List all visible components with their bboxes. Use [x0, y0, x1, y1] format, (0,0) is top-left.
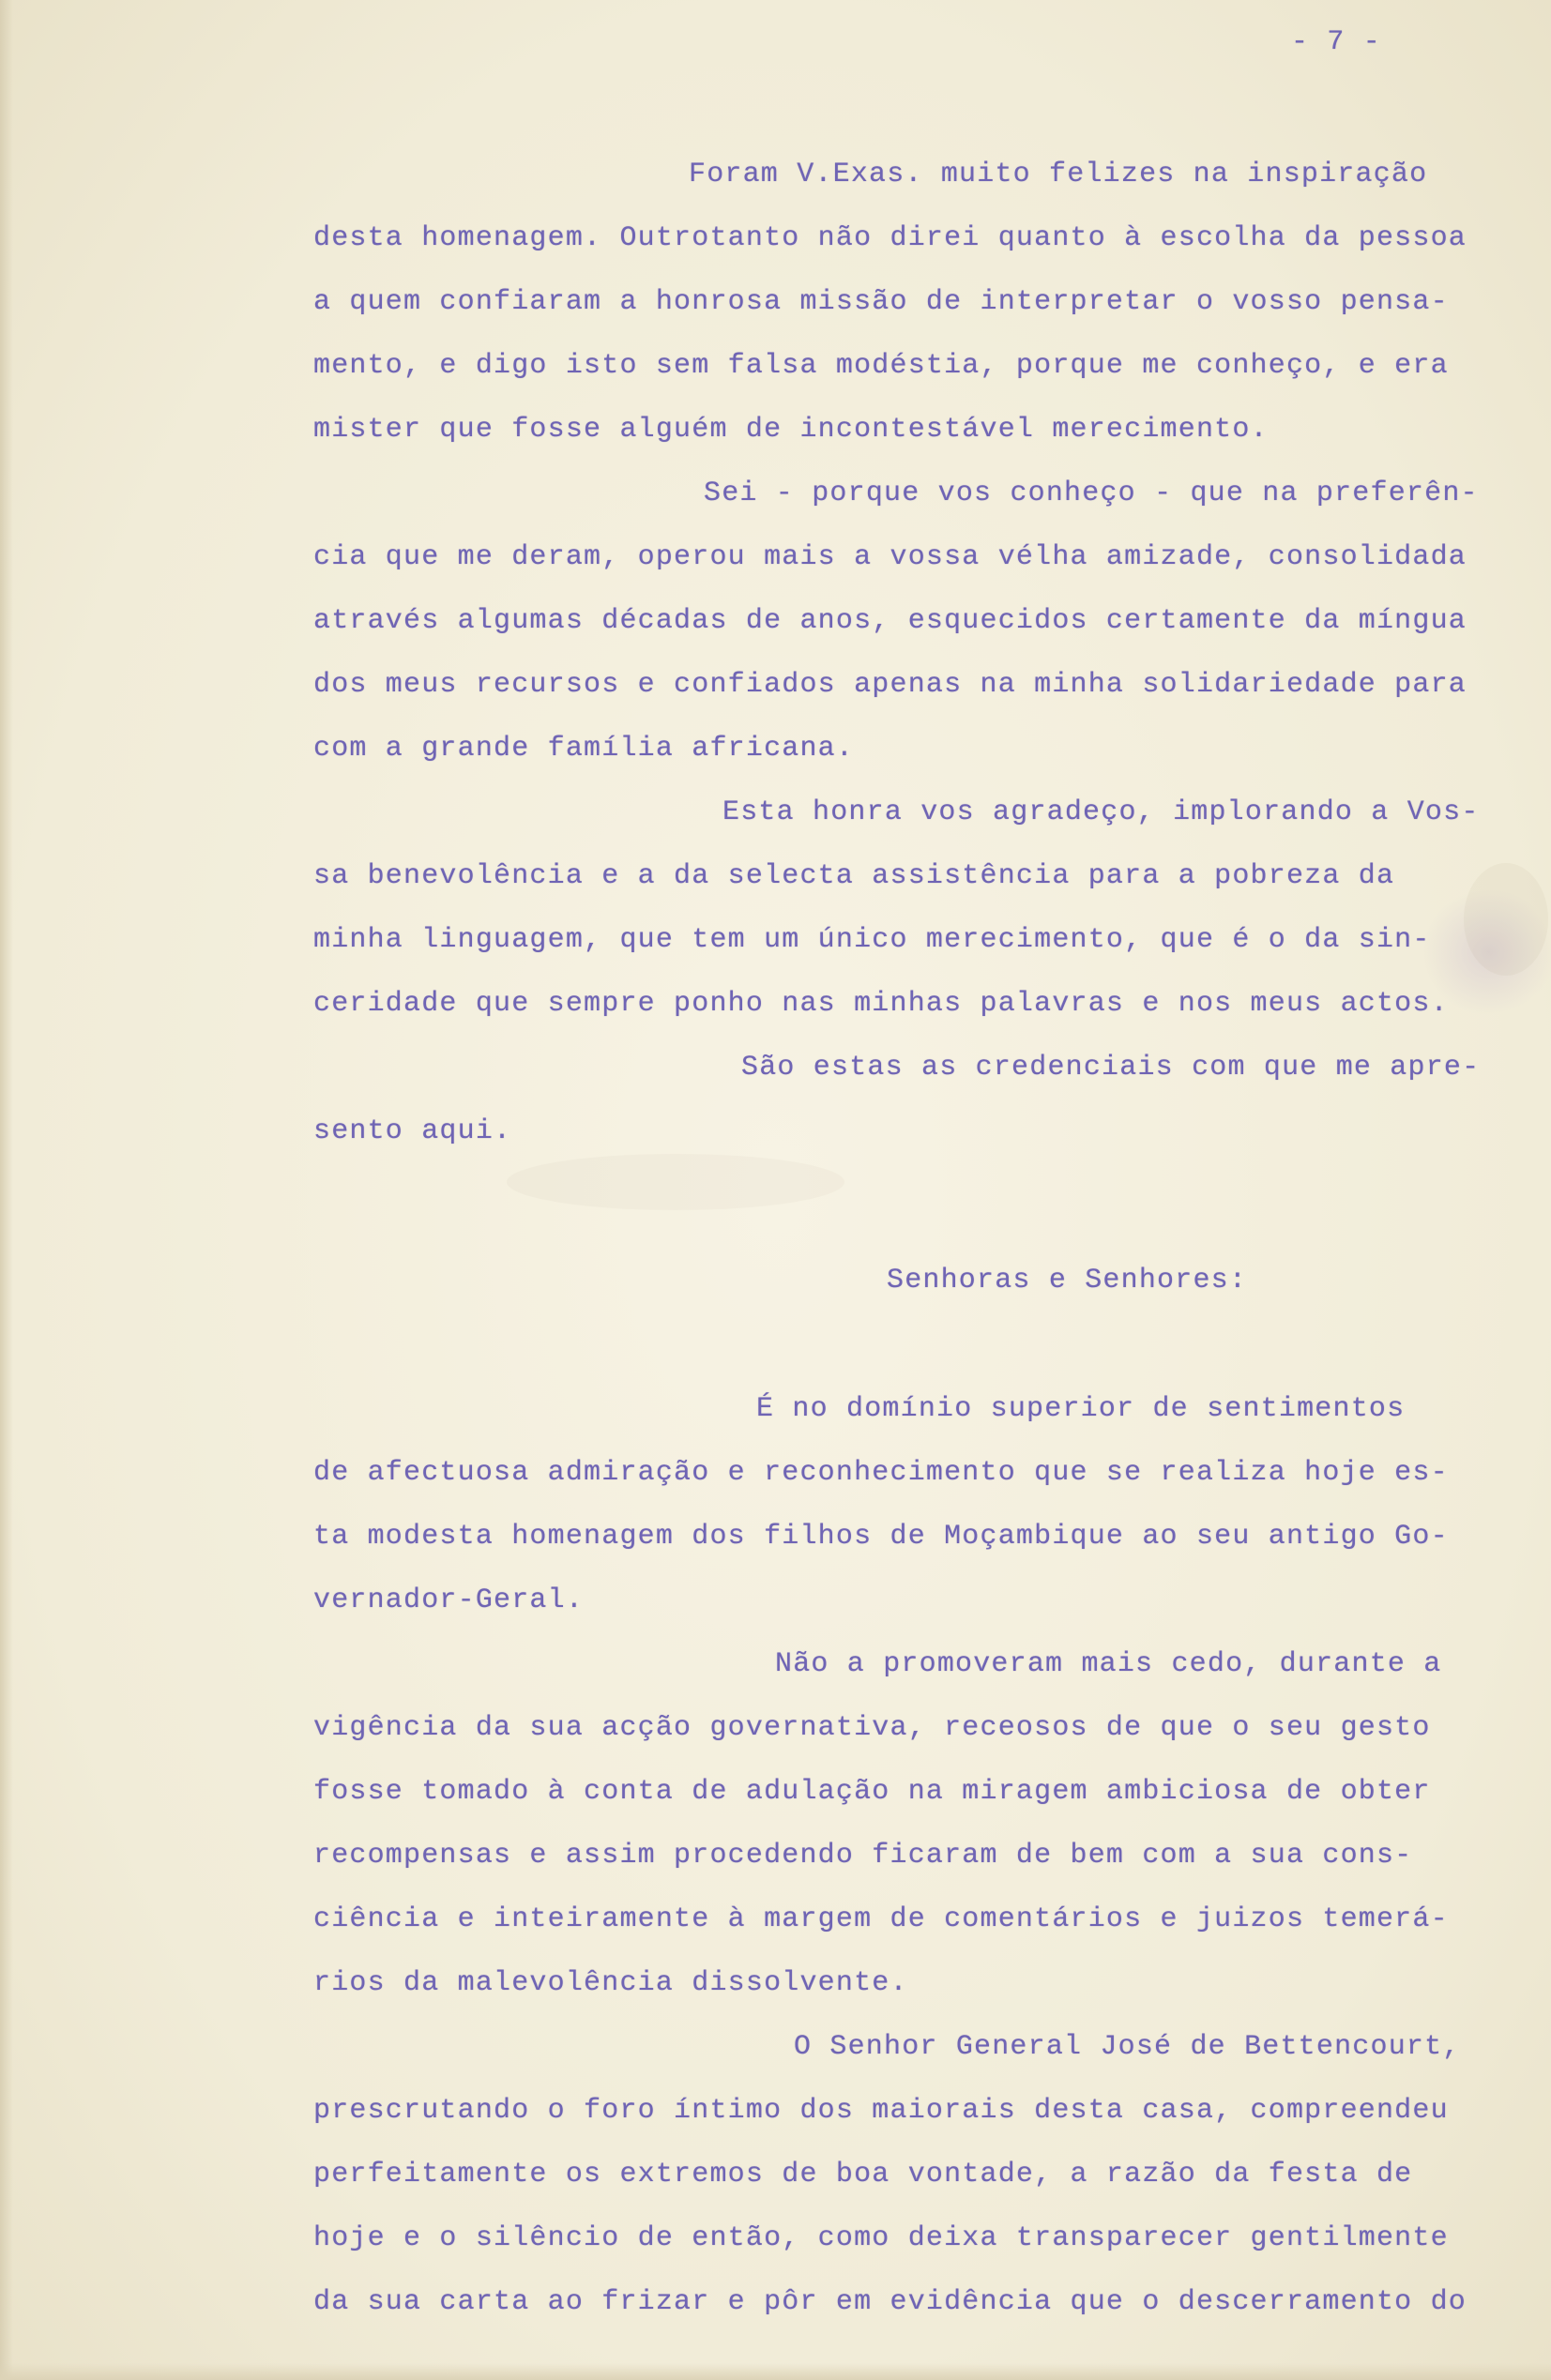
- text-line: mento, e digo isto sem falsa modéstia, porque me conheço, e era: [313, 350, 1449, 382]
- section-heading: Senhoras e Senhores:: [887, 1265, 1248, 1296]
- text-line: São estas as credenciais com que me apre-: [741, 1052, 1481, 1084]
- text-line: perfeitamente os extremos de boa vontade, a razão da festa de: [313, 2159, 1413, 2191]
- text-line: recompensas e assim procedendo ficaram de bem com a sua cons-: [313, 1840, 1413, 1872]
- text-line: da sua carta ao frizar e pôr em evidência que o descerramento do: [313, 2286, 1467, 2318]
- text-line: Sei - porque vos conheço - que na preferên-: [704, 478, 1479, 509]
- text-line: minha linguagem, que tem um único merecimento, que é o da sin-: [313, 924, 1431, 956]
- paper-edge-left: [0, 0, 13, 2380]
- text-line: sento aqui.: [313, 1115, 512, 1147]
- show-through-mark: [507, 1154, 844, 1210]
- text-line: através algumas décadas de anos, esquecidos certamente da míngua: [313, 605, 1467, 637]
- text-line: cia que me deram, operou mais a vossa vélha amizade, consolidada: [313, 541, 1467, 573]
- text-line: prescrutando o foro íntimo dos maiorais desta casa, compreendeu: [313, 2095, 1449, 2127]
- text-line: ceridade que sempre ponho nas minhas palavras e nos meus actos.: [313, 988, 1449, 1020]
- text-line: ta modesta homenagem dos filhos de Moçambique ao seu antigo Go-: [313, 1521, 1449, 1553]
- text-line: O Senhor General José de Bettencourt,: [794, 2031, 1461, 2063]
- text-line: a quem confiaram a honrosa missão de interpretar o vosso pensa-: [313, 286, 1449, 318]
- text-line: Foram V.Exas. muito felizes na inspiração: [689, 159, 1428, 190]
- paper-edge-bottom: [0, 2363, 1551, 2380]
- text-line: É no domínio superior de sentimentos: [756, 1393, 1406, 1425]
- stain-mark: [1464, 863, 1548, 976]
- text-line: fosse tomado à conta de adulação na miragem ambiciosa de obter: [313, 1776, 1431, 1808]
- text-line: desta homenagem. Outrotanto não direi quanto à escolha da pessoa: [313, 222, 1467, 254]
- text-line: Não a promoveram mais cedo, durante a: [775, 1648, 1442, 1680]
- text-line: hoje e o silêncio de então, como deixa transparecer gentilmente: [313, 2222, 1449, 2254]
- text-line: Esta honra vos agradeço, implorando a Vos-: [722, 796, 1480, 828]
- page-number: - 7 -: [1291, 26, 1382, 58]
- text-line: vigência da sua acção governativa, receosos de que o seu gesto: [313, 1712, 1431, 1744]
- text-line: mister que fosse alguém de incontestável merecimento.: [313, 414, 1269, 446]
- text-line: de afectuosa admiração e reconhecimento que se realiza hoje es-: [313, 1457, 1449, 1489]
- text-line: vernador-Geral.: [313, 1584, 585, 1616]
- text-line: rios da malevolência dissolvente.: [313, 1967, 908, 1999]
- text-line: ciência e inteiramente à margem de comentários e juizos temerá-: [313, 1903, 1449, 1935]
- text-line: com a grande família africana.: [313, 733, 855, 765]
- text-line: sa benevolência e a da selecta assistência para a pobreza da: [313, 860, 1395, 892]
- text-line: dos meus recursos e confiados apenas na minha solidariedade para: [313, 669, 1467, 701]
